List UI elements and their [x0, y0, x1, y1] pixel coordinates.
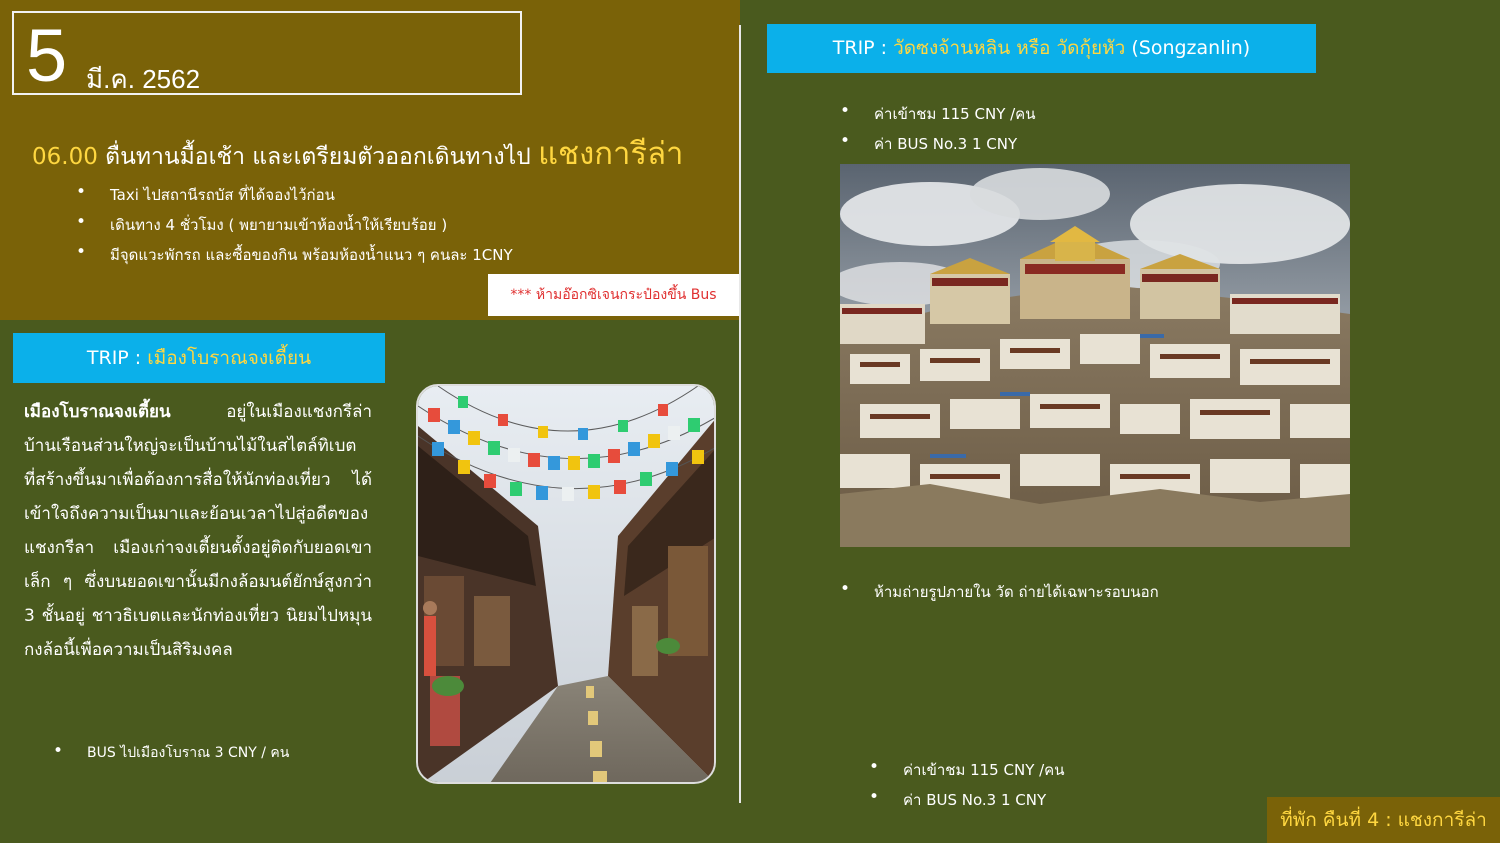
destination: แชงการีล่า — [538, 136, 684, 172]
old-town-street-image — [418, 386, 716, 784]
morning-schedule — [32, 128, 683, 178]
oxygen-warning: *** ห้ามอ๊อกซิเจนกระป๋องขึ้น Bus — [488, 274, 739, 316]
old-town-body: อยู่ในเมืองแชงกรีล่า บ้านเรือนส่วนใหญ่จะเป็นบ้านไม้ในสไตล์ทิเบต ที่สร้างขึ้นมาเพื่อต้องการสื่อให้นักท่องเที่ยว ได้เข้าใจถึงความเป็นมาและย้อนเวลาไปสู่อดีตของแชงกรีลา เมืองเก่าจงเตี้ยนตั้งอยู่ติดกับยอดเขาเล็ก ๆ ซึ่งบนยอดเขานั้นมีกงล้อมนต์ยักษ์สูงกว่า 3 ชั้นอยู่ ชาวธิเบตและนักท่องเที่ยว นิยมไปหมุนกงล้อนี้เพื่อความเป็นสิริมงคล — [24, 402, 372, 660]
old-town-bus-list — [87, 742, 289, 764]
trip-suffix: (Songzanlin) — [1125, 37, 1251, 59]
accommodation-badge: ที่พัก คืนที่ 4 : แชงการีล่า — [1267, 797, 1500, 843]
departure-time: 06.00 — [32, 144, 98, 170]
list-item: • ค่าเข้าชม 115 CNY /คน — [903, 758, 1064, 788]
list-item: • BUS ไปเมืองโบราณ 3 CNY / คน — [87, 742, 289, 764]
list-item: • ค่าเข้าชม 115 CNY /คน — [874, 102, 1035, 132]
morning-list — [110, 183, 513, 273]
temple-fees — [874, 102, 1035, 162]
old-town-street-photo — [416, 384, 716, 784]
month-year: มี.ค. 2562 — [86, 64, 201, 94]
list-item: • ค่า BUS No.3 1 CNY — [874, 132, 1035, 162]
trip-temple-header — [767, 24, 1316, 73]
trip-name: วัดซงจ้านหลิน หรือ วัดกุ้ยหัว — [893, 37, 1126, 59]
temple-note — [874, 580, 1159, 604]
list-item: • ค่า BUS No.3 1 CNY — [903, 788, 1064, 818]
morning-text: ตื่นทานมื้อเช้า และเตรียมตัวออกเดินทางไป — [97, 144, 539, 170]
trip-prefix: TRIP : — [86, 347, 148, 369]
date-box — [12, 11, 522, 95]
temple-fees-repeat — [903, 758, 1064, 818]
vertical-divider — [739, 25, 741, 803]
trip-name: เมืองโบราณจงเตี้ยน — [147, 347, 312, 369]
old-town-title: เมืองโบราณจงเตี้ยน — [24, 402, 171, 422]
temple-photo — [840, 164, 1350, 547]
list-item: • Taxi ไปสถานีรถบัส ที่ได้จองไว้ก่อน — [110, 183, 513, 213]
list-item: • มีจุดแวะพักรถ และซื้อของกิน พร้อมห้องน้ำแนว ๆ คนละ 1CNY — [110, 243, 513, 273]
list-item: • ห้ามถ่ายรูปภายใน วัด ถ่ายได้เฉพาะรอบนอก — [874, 580, 1159, 604]
trip-old-town-header — [13, 333, 385, 383]
day-number: 5 — [26, 14, 68, 97]
trip-prefix: TRIP : — [832, 37, 894, 59]
list-item: • เดินทาง 4 ชั่วโมง ( พยายามเข้าห้องน้ำให้เรียบร้อย ) — [110, 213, 513, 243]
temple-image — [840, 164, 1350, 547]
old-town-description — [24, 395, 372, 667]
